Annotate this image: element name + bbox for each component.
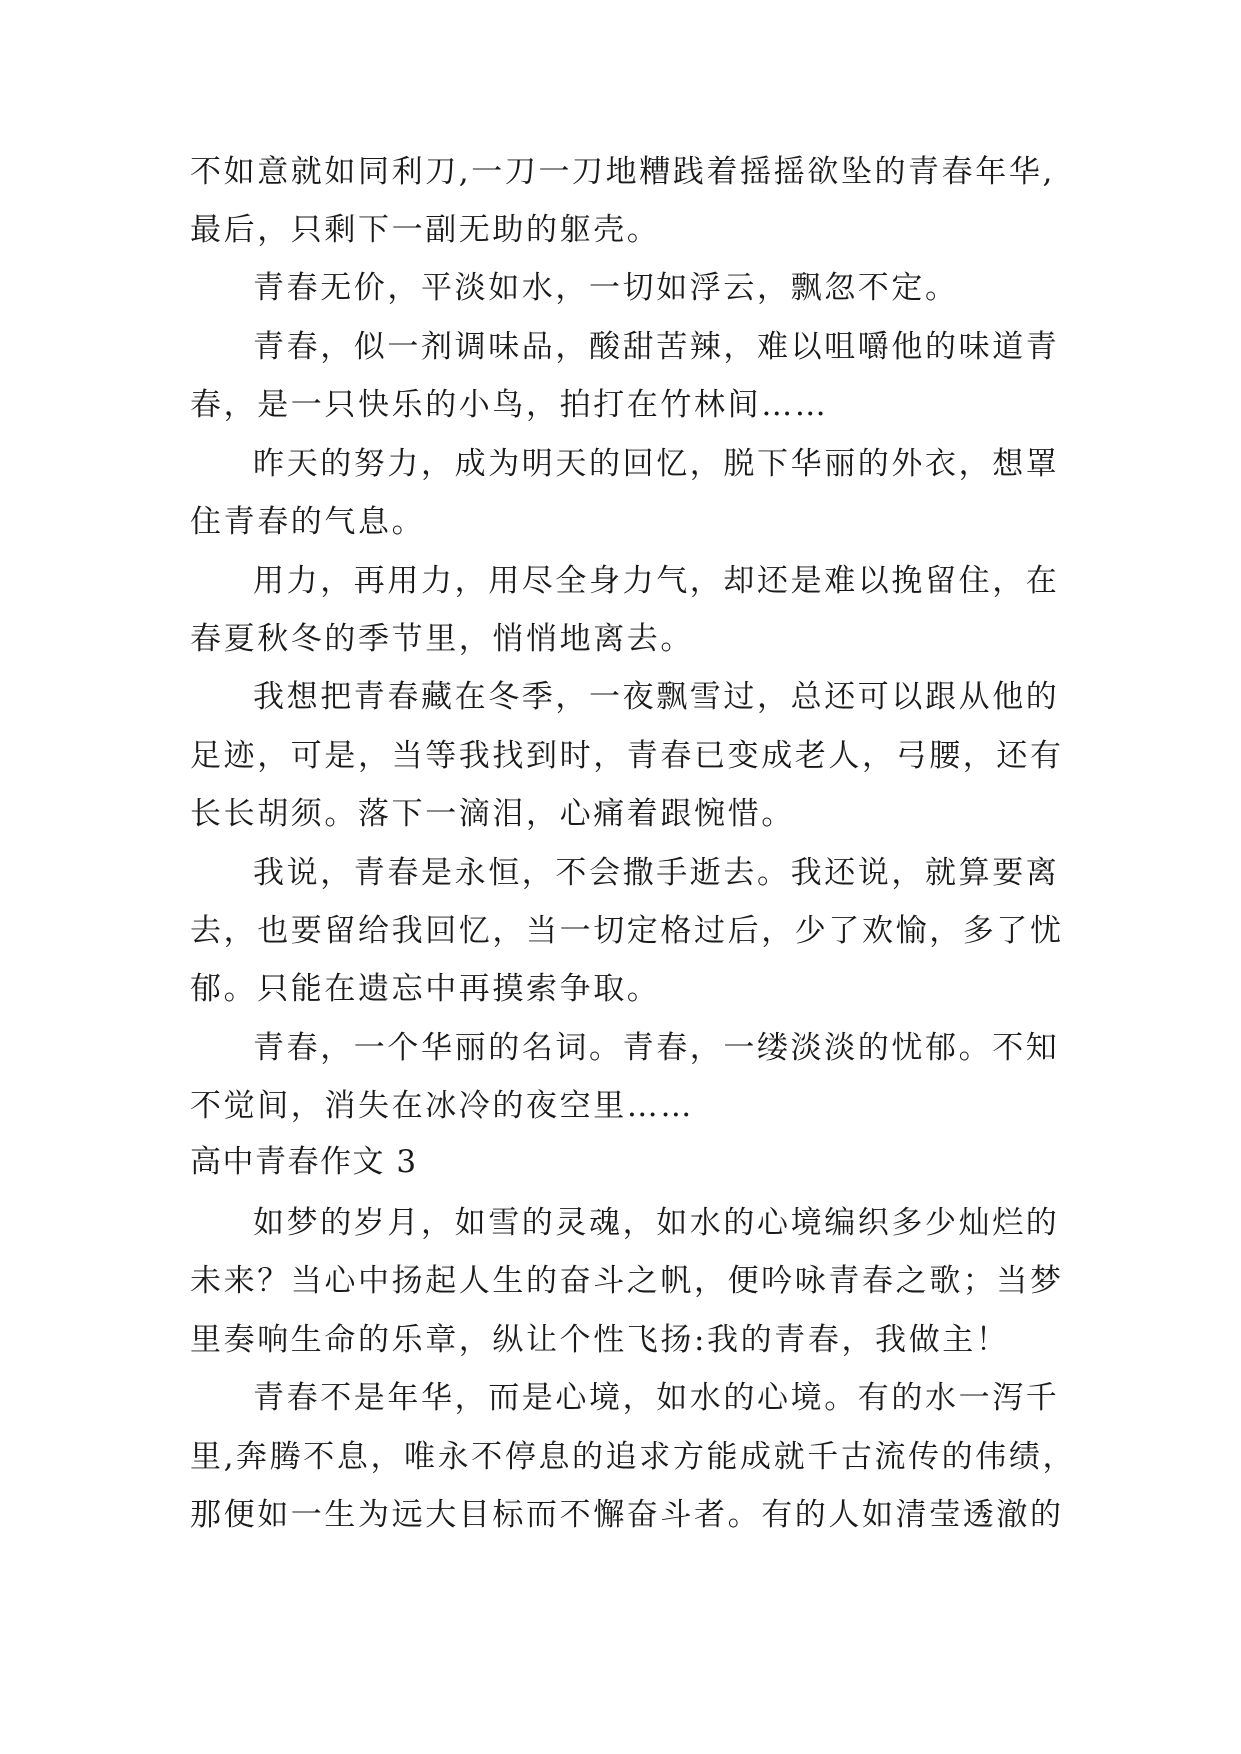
paragraph-first-line: 我想把青春藏在冬季，一夜飘雪过，总还可以跟从他的 bbox=[253, 679, 1060, 715]
paragraph-first-line: 我说，青春是永恒，不会撒手逝去。我还说，就算要离 bbox=[253, 855, 1060, 891]
paragraph-first-line: 青春不是年华，而是心境，如水的心境。有的水一泻千 bbox=[253, 1380, 1060, 1416]
text-line: 里奏响生命的乐章，纵让个性飞扬:我的青春，我做主！ bbox=[190, 1322, 1010, 1358]
text-line: 住青春的气息。 bbox=[190, 504, 426, 540]
text-line: 郁。只能在遗忘中再摸索争取。 bbox=[190, 971, 661, 1007]
text-line: 里,奔腾不息，唯永不停息的追求方能成就千古流传的伟绩， bbox=[190, 1439, 1077, 1475]
section-heading: 高中青春作文 3 bbox=[190, 1144, 418, 1180]
text-line: 不如意就如同利刀,一刀一刀地糟践着摇摇欲坠的青春年华, bbox=[190, 154, 1055, 190]
text-line: 足迹，可是，当等我找到时，青春已变成老人，弓腰，还有 bbox=[190, 738, 1064, 774]
text-line: 去，也要留给我回忆，当一切定格过后，少了欢愉，多了忧 bbox=[190, 913, 1064, 949]
text-line: 春，是一只快乐的小鸟，拍打在竹林间…… bbox=[190, 387, 829, 423]
paragraph-first-line: 用力，再用力，用尽全身力气，却还是难以挽留住，在 bbox=[253, 563, 1060, 599]
text-line: 长长胡须。落下一滴泪，心痛着跟惋惜。 bbox=[190, 796, 795, 832]
text-line: 最后，只剩下一副无助的躯壳。 bbox=[190, 212, 661, 248]
text-line: 未来？当心中扬起人生的奋斗之帆，便吟咏青春之歌；当梦 bbox=[190, 1263, 1064, 1299]
text-line: 那便如一生为远大目标而不懈奋斗者。有的人如清莹透澈的 bbox=[190, 1497, 1064, 1533]
text-line: 不觉间，消失在冰冷的夜空里…… bbox=[190, 1088, 694, 1124]
paragraph-first-line: 青春无价，平淡如水，一切如浮云，飘忽不定。 bbox=[253, 270, 959, 306]
paragraph-first-line: 青春，一个华丽的名词。青春，一缕淡淡的忧郁。不知 bbox=[253, 1030, 1060, 1066]
paragraph-first-line: 青春，似一剂调味品，酸甜苦辣，难以咀嚼他的味道青 bbox=[253, 329, 1060, 365]
text-line: 春夏秋冬的季节里，悄悄地离去。 bbox=[190, 621, 694, 657]
paragraph-first-line: 昨天的努力，成为明天的回忆，脱下华丽的外衣，想罩 bbox=[253, 446, 1060, 482]
paragraph-first-line: 如梦的岁月，如雪的灵魂，如水的心境编织多少灿烂的 bbox=[253, 1205, 1060, 1241]
